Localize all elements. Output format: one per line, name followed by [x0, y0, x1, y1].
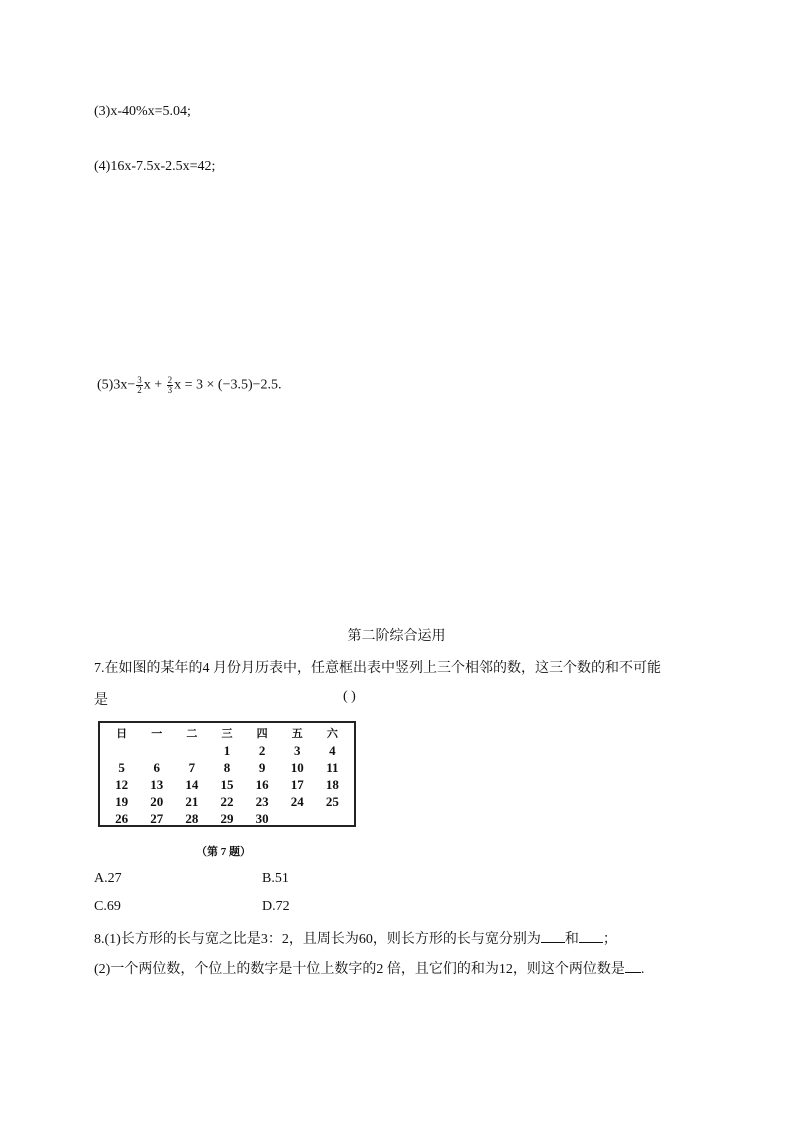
- calendar-weekday-header: 五: [291, 728, 303, 740]
- calendar-day-cell: 30: [255, 811, 269, 826]
- calendar-weekday-header: 二: [186, 728, 198, 740]
- calendar-day-cell: 8: [223, 760, 231, 775]
- question-7-line2: 是: [94, 693, 108, 708]
- question-8-and: 和: [564, 932, 579, 947]
- calendar-day-cell: 19: [115, 794, 129, 809]
- calendar-day-cell: 28: [185, 811, 199, 826]
- figure-caption: （第 7 题）: [196, 846, 251, 858]
- question-8-period: .: [640, 962, 645, 977]
- calendar-day-cell: 21: [185, 794, 199, 809]
- option-a: A.27: [94, 871, 122, 886]
- calendar-grid: [104, 726, 350, 827]
- calendar-day-cell: 13: [150, 777, 164, 792]
- calendar-table: [98, 721, 356, 827]
- question-8-part2: [94, 958, 644, 978]
- calendar-day-cell: 1: [223, 743, 231, 758]
- calendar-day-cell: 24: [290, 794, 304, 809]
- equation-5-term1: 3x−: [113, 377, 136, 393]
- fraction-3-2: $\frac{3}{2}$: [137, 375, 142, 395]
- equation-5-term3: x = 3 × (−3.5)−2.5.: [174, 377, 282, 393]
- calendar-day-cell: [104, 743, 139, 759]
- calendar-day-cell: [315, 811, 350, 827]
- question-8-part1: [94, 928, 617, 948]
- equation-5-label: (5): [97, 377, 114, 393]
- calendar-weekday-header: 三: [221, 728, 233, 740]
- calendar-day-cell: 9: [258, 760, 266, 775]
- question-8-semicolon: ；: [602, 932, 617, 947]
- answer-blank: [541, 928, 565, 943]
- option-b: B.51: [262, 871, 289, 886]
- equation-5: [97, 376, 282, 395]
- calendar-day-cell: 4: [329, 743, 336, 758]
- calendar-weekday-header: 日: [116, 728, 128, 740]
- calendar-day-cell: [174, 743, 209, 759]
- equation-5-term2: x +: [143, 377, 166, 393]
- calendar-weekday-header: 一: [151, 728, 163, 740]
- calendar-day-cell: 26: [115, 811, 129, 826]
- calendar-day-cell: 23: [255, 794, 269, 809]
- calendar-day-cell: 29: [220, 811, 234, 826]
- answer-blank: [625, 958, 641, 973]
- answer-parentheses: ( ): [343, 689, 356, 704]
- calendar-day-cell: 16: [255, 777, 269, 792]
- calendar-weekday-header: 六: [326, 728, 338, 740]
- calendar-day-cell: 11: [326, 760, 339, 775]
- section-title: 第二阶综合运用: [347, 629, 446, 644]
- calendar-day-cell: 7: [188, 760, 196, 775]
- calendar-day-cell: 15: [220, 777, 234, 792]
- calendar-day-cell: 25: [325, 794, 339, 809]
- calendar-day-cell: 20: [150, 794, 164, 809]
- question-7-line1: 7.在如图的某年的4 月份月历表中，任意框出表中竖列上三个相邻的数，这三个数的和不可能: [94, 661, 661, 676]
- calendar-day-cell: 22: [220, 794, 234, 809]
- equation-3: (3)x-40%x=5.04;: [94, 104, 191, 119]
- option-c: C.69: [94, 899, 121, 914]
- question-8-part1-text: 8.(1)长方形的长与宽之比是3：2，且周长为60，则长方形的长与宽分别为: [94, 932, 541, 947]
- calendar-day-cell: [280, 811, 315, 827]
- calendar-day-cell: 14: [185, 777, 199, 792]
- calendar-day-cell: 5: [118, 760, 125, 775]
- calendar-weekday-header: 四: [256, 728, 268, 740]
- calendar-day-cell: 12: [115, 777, 129, 792]
- calendar-day-cell: 2: [258, 743, 266, 758]
- calendar-day-cell: 3: [294, 743, 301, 758]
- calendar-day-cell: 27: [150, 811, 164, 826]
- calendar-day-cell: 6: [153, 760, 160, 775]
- equation-4: (4)16x-7.5x-2.5x=42;: [94, 159, 216, 174]
- calendar-day-cell: 18: [325, 777, 339, 792]
- fraction-2-3: $\frac{2}{3}$: [167, 375, 173, 395]
- calendar-day-cell: 10: [290, 760, 304, 775]
- option-d: D.72: [262, 899, 290, 914]
- question-8-part2-text: (2)一个两位数，个位上的数字是十位上数字的2 倍，且它们的和为12，则这个两位数是: [94, 962, 625, 977]
- answer-blank: [579, 928, 603, 943]
- calendar-day-cell: 17: [290, 777, 304, 792]
- calendar-day-cell: [139, 743, 174, 759]
